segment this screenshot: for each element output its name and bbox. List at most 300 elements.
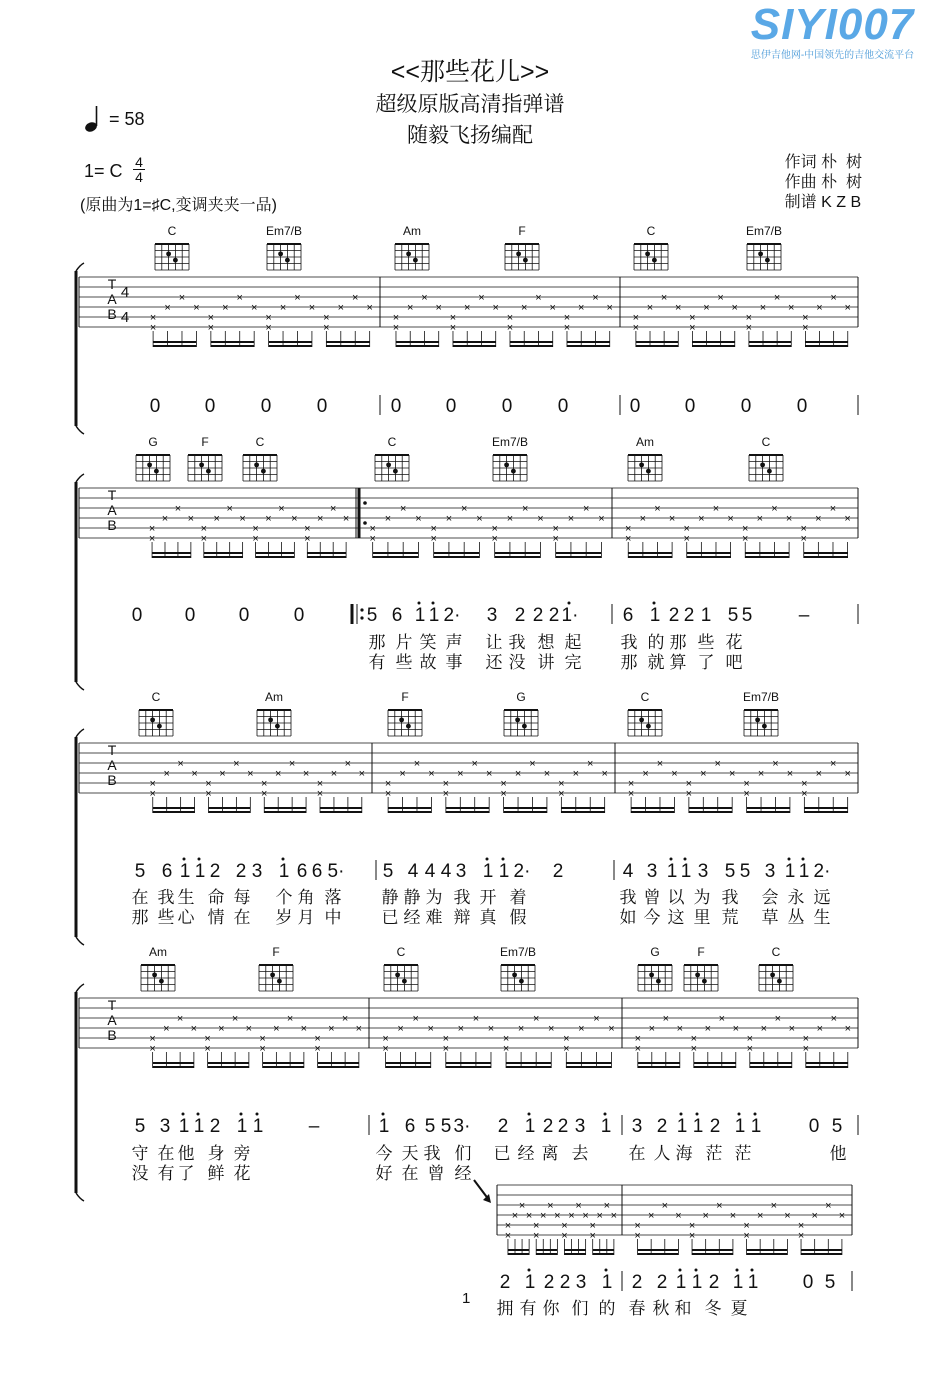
chord-name: Em7/B <box>745 224 783 238</box>
tab-note-mark: × <box>525 1210 533 1222</box>
numbered-note: 0 <box>557 396 569 417</box>
tab-note-mark: × <box>548 1023 555 1035</box>
chord-dot <box>268 717 273 722</box>
numbered-note: 1 <box>428 605 440 626</box>
chord-dot <box>656 979 661 984</box>
chord-diagram <box>504 690 538 736</box>
numbered-note: 1 <box>649 605 661 626</box>
tab-note-mark: × <box>646 302 654 314</box>
numbered-note: 2 <box>548 605 560 626</box>
chord-name: C <box>167 224 177 238</box>
tab-note-mark: × <box>727 513 734 525</box>
numbered-note: 0 <box>445 396 457 417</box>
tab-note-mark: × <box>344 758 352 770</box>
octave-dot <box>670 858 673 861</box>
numbered-note: 5 <box>727 605 739 626</box>
chord-dot <box>504 462 509 467</box>
tab-note-mark: × <box>830 292 837 304</box>
numbered-note: 2· <box>443 605 461 626</box>
tab-note-mark: × <box>219 768 226 780</box>
lyric-char: 情 <box>207 908 225 927</box>
octave-dot <box>679 1269 682 1272</box>
tab-note-mark: × <box>464 302 471 314</box>
numbered-note: 5 <box>134 861 146 882</box>
octave-dot <box>568 602 571 605</box>
tab-note-mark: × <box>757 768 765 780</box>
tab-note-mark: × <box>412 1013 419 1025</box>
numbered-note: 0 <box>238 605 250 626</box>
song-title: <<那些花儿>> <box>390 58 550 86</box>
chord-name: Em7/B <box>265 224 303 238</box>
tab-note-mark: × <box>675 1210 682 1222</box>
tab-bass-mark: × <box>532 1230 540 1242</box>
tab-bass-mark: × <box>442 788 450 800</box>
tab-note-mark: × <box>302 768 310 780</box>
tab-note-mark: × <box>601 768 608 780</box>
lyric-char: 冬 <box>704 1299 722 1318</box>
chord-diagram <box>759 945 793 991</box>
lyric-char: 好 <box>375 1164 393 1183</box>
chord-name: G <box>148 435 158 449</box>
chord-dot <box>695 972 700 977</box>
numbered-note: 2· <box>513 861 531 882</box>
numbered-note: 3 <box>251 861 263 882</box>
tab-bass-mark: × <box>745 322 753 334</box>
octave-dot <box>696 1113 699 1116</box>
tab-note-mark: × <box>625 523 632 535</box>
numbered-note: 1 <box>378 1116 390 1137</box>
numbered-note: 6 <box>391 605 403 626</box>
tab-note-mark: × <box>688 1220 696 1232</box>
tab-bass-mark: × <box>797 1230 805 1242</box>
lyric-char: 吧 <box>725 653 743 672</box>
lyric-char: 故 <box>419 653 437 672</box>
tab-bass-mark: × <box>430 533 437 545</box>
numbered-note: 1 <box>675 1272 687 1293</box>
numbered-note: 5 <box>134 1116 146 1137</box>
tab-note-mark: × <box>274 768 282 780</box>
tab-note-mark: × <box>770 1200 778 1212</box>
chord-dot <box>519 979 524 984</box>
lyric-char: 茫 <box>705 1144 723 1163</box>
numbered-note: 3 <box>697 861 709 882</box>
chord-name: C <box>771 945 781 959</box>
tab-note-mark: × <box>654 503 661 515</box>
score-subtitle: 超级原版高清指弹谱 <box>375 93 565 116</box>
lyric-char: 生 <box>177 888 195 907</box>
chord-name: Em7/B <box>491 435 529 449</box>
bracket-hook <box>76 984 84 992</box>
tab-bass-mark: × <box>742 533 749 545</box>
numbered-note: 6 <box>296 861 308 882</box>
tab-note-mark: × <box>397 1023 404 1035</box>
tab-note-mark: × <box>308 302 316 314</box>
tab-note-mark: × <box>642 768 649 780</box>
brand-tagline: 思伊吉他网-中国领先的吉他交流平台 <box>750 50 915 61</box>
lyric-char: 些 <box>395 653 413 672</box>
tab-bass-mark: × <box>384 788 392 800</box>
chord-name: C <box>640 690 650 704</box>
tab-bass-mark: × <box>563 322 571 334</box>
lyric-char: 月 <box>297 908 315 927</box>
tab-clef-letter: T <box>107 742 117 758</box>
lyric-char: 些 <box>697 633 715 652</box>
tab-bass-mark: × <box>149 788 156 800</box>
lyric-char: 在 <box>628 1144 646 1163</box>
tab-note-mark: × <box>427 1023 434 1035</box>
lyric-char: 个 <box>275 888 293 907</box>
numbered-note: 2 <box>499 1272 511 1293</box>
chord-dot <box>275 724 280 729</box>
tab-note-mark: × <box>632 312 640 324</box>
numbered-note: 0 <box>740 396 752 417</box>
tab-note-mark: × <box>830 758 837 770</box>
octave-dot <box>197 1113 200 1116</box>
repeat-dot <box>360 608 363 611</box>
chord-dot <box>278 251 283 256</box>
tab-note-mark: × <box>207 312 215 324</box>
lyric-char: 生 <box>813 908 831 927</box>
octave-dot <box>604 1113 607 1116</box>
tab-note-mark: × <box>226 503 233 515</box>
numbered-note: 2 <box>683 605 695 626</box>
octave-dot <box>432 602 435 605</box>
tab-bass-mark: × <box>746 1043 754 1055</box>
lyric-char: 我 <box>508 633 526 652</box>
lyric-char: 守 <box>131 1144 149 1163</box>
tab-note-mark: × <box>236 292 243 304</box>
numbered-note: 3 <box>631 1116 643 1137</box>
chord-dot <box>399 717 404 722</box>
chord-diagram <box>749 435 783 481</box>
octave-dot <box>502 858 505 861</box>
tab-note-mark: × <box>442 1033 450 1045</box>
lyric-char: 那 <box>669 633 687 652</box>
chord-name: Am <box>149 945 167 959</box>
tab-note-mark: × <box>191 768 198 780</box>
tab-note-mark: × <box>685 778 693 790</box>
numbered-note: 1 <box>194 861 206 882</box>
numbered-note: 5 <box>366 605 378 626</box>
tab-clef-letter: B <box>107 1027 117 1043</box>
chord-diagram <box>266 224 302 270</box>
lyric-char: 我 <box>157 888 175 907</box>
chord-dot <box>254 462 259 467</box>
lyric-char: 曾 <box>643 888 661 907</box>
numbered-note: 2 <box>209 1116 221 1137</box>
numbered-note: – <box>308 1116 320 1137</box>
numbered-note: 0 <box>684 396 696 417</box>
chord-dot <box>261 469 266 474</box>
tab-note-mark: × <box>743 778 750 790</box>
lyric-char: 这 <box>667 908 685 927</box>
tab-note-mark: × <box>476 513 483 525</box>
lyric-char: 和 <box>674 1299 692 1318</box>
tab-note-mark: × <box>578 1023 585 1035</box>
page-number: 1 <box>462 1290 471 1307</box>
lyric-char: 那 <box>368 633 386 652</box>
tab-note-mark: × <box>491 523 498 535</box>
chord-diagram <box>638 945 672 991</box>
lyric-char: 经 <box>403 908 421 927</box>
chord-dot <box>147 462 152 467</box>
chord-dot <box>511 469 516 474</box>
tab-note-mark: × <box>567 513 575 525</box>
lyric-char: 远 <box>813 888 831 907</box>
lyric-char: 算 <box>669 653 687 672</box>
tab-note-mark: × <box>485 768 493 780</box>
chord-diagram <box>492 435 528 481</box>
tab-note-mark: × <box>648 1023 656 1035</box>
tab-note-mark: × <box>316 778 324 790</box>
tab-note-mark: × <box>478 292 485 304</box>
octave-dot <box>256 1113 259 1116</box>
tab-note-mark: × <box>176 1013 184 1025</box>
numbered-note: 5 <box>824 1272 836 1293</box>
tab-bass-mark: × <box>449 322 457 334</box>
chord-name: C <box>646 224 656 238</box>
tab-note-mark: × <box>163 1023 170 1035</box>
numbered-note: 1 <box>414 605 426 626</box>
tab-note-mark: × <box>745 312 753 324</box>
lyric-char: 还 <box>485 653 503 672</box>
lyric-char: 笑 <box>419 633 437 652</box>
tab-clef-letter: T <box>107 487 117 503</box>
bracket-hook <box>76 1193 84 1201</box>
octave-dot <box>486 858 489 861</box>
tab-note-mark: × <box>205 778 212 790</box>
tab-note-mark: × <box>532 1220 540 1232</box>
numbered-note: 1· <box>561 605 579 626</box>
lyric-char: 已 <box>381 908 399 927</box>
tab-bass-mark: × <box>800 533 807 545</box>
lyric-char: 我 <box>721 888 739 907</box>
tab-note-mark: × <box>265 513 272 525</box>
lyric-char: 他 <box>829 1144 847 1163</box>
lyric-char: 去 <box>571 1144 589 1163</box>
tab-note-mark: × <box>811 1210 818 1222</box>
chord-dot <box>515 717 520 722</box>
tab-note-mark: × <box>148 523 156 535</box>
numbered-note: 5 <box>831 1116 843 1137</box>
tab-time-sig-top: 4 <box>120 284 130 301</box>
octave-dot <box>802 858 805 861</box>
tab-note-mark: × <box>288 758 296 770</box>
tab-note-mark: × <box>802 1033 810 1045</box>
tab-note-mark: × <box>587 758 594 770</box>
time-sig-bottom: 4 <box>133 169 145 184</box>
tab-note-mark: × <box>844 768 851 780</box>
tab-note-mark: × <box>634 1033 642 1045</box>
bracket-hook <box>76 263 84 271</box>
numbered-note: 1 <box>691 1272 703 1293</box>
chord-diagram <box>628 690 662 736</box>
numbered-note: 4 <box>622 861 634 882</box>
lyric-char: 些 <box>157 908 175 927</box>
tab-note-mark: × <box>279 302 287 314</box>
tab-note-mark: × <box>384 778 392 790</box>
octave-dot <box>282 858 285 861</box>
lyric-char: 身 <box>207 1144 225 1163</box>
bracket-hook <box>76 729 84 737</box>
chord-diagram <box>684 945 718 991</box>
chord-diagram <box>188 435 222 481</box>
chord-dot <box>516 251 521 256</box>
octave-dot <box>418 602 421 605</box>
tab-note-mark: × <box>563 1033 570 1045</box>
tab-note-mark: × <box>606 302 613 314</box>
tab-bass-mark: × <box>632 322 640 334</box>
chord-dot <box>652 258 657 263</box>
tab-note-mark: × <box>355 1023 363 1035</box>
tab-note-mark: × <box>174 503 182 515</box>
chord-dot <box>639 717 644 722</box>
lyric-char: 每 <box>233 888 251 907</box>
tab-note-mark: × <box>460 503 468 515</box>
lyric-char: 海 <box>675 1144 693 1163</box>
tab-note-mark: × <box>563 312 571 324</box>
chord-name: Em7/B <box>742 690 780 704</box>
tab-note-mark: × <box>797 1220 805 1232</box>
numbered-note: 1 <box>734 1116 746 1137</box>
tab-note-mark: × <box>627 778 635 790</box>
tab-note-mark: × <box>323 312 330 324</box>
tab-clef-letter: A <box>107 291 117 307</box>
tab-note-mark: × <box>247 768 254 780</box>
tab-note-mark: × <box>300 1023 308 1035</box>
tab-note-mark: × <box>250 302 258 314</box>
lyric-char: 开 <box>479 888 497 907</box>
numbered-note: 1 <box>193 1116 205 1137</box>
tab-note-mark: × <box>213 513 220 525</box>
chord-name: Am <box>403 224 421 238</box>
lyric-char: 荒 <box>721 908 739 927</box>
tab-note-mark: × <box>786 768 794 780</box>
chord-dot <box>199 462 204 467</box>
chord-name: F <box>697 945 705 959</box>
octave-dot <box>738 1113 741 1116</box>
tempo-label: = 58 <box>109 109 145 129</box>
numbered-note: 1 <box>784 861 796 882</box>
chord-name: C <box>387 435 397 449</box>
tab-note-mark: × <box>177 758 184 770</box>
tab-time-sig-bottom: 4 <box>120 309 130 326</box>
lyric-char: 难 <box>425 908 443 927</box>
lyric-char: 静 <box>381 888 399 907</box>
tab-bass-mark: × <box>392 322 400 334</box>
chord-dot <box>173 258 178 263</box>
numbered-note: 0 <box>802 1272 814 1293</box>
numbered-note: 5 <box>440 1116 452 1137</box>
tab-clef-letter: B <box>107 772 117 788</box>
tab-note-mark: × <box>514 768 522 780</box>
numbered-note: 1 <box>680 861 692 882</box>
tab-note-mark: × <box>572 768 580 780</box>
tab-bass-mark: × <box>265 322 272 334</box>
tab-note-mark: × <box>442 778 450 790</box>
bracket-hook <box>76 682 84 690</box>
capo-note: (原曲为1=♯C,变调夹夹一品) <box>80 197 277 214</box>
chord-diagram <box>257 690 291 736</box>
lyric-char: 那 <box>620 653 638 672</box>
chord-diagram <box>746 224 782 270</box>
chord-diagram <box>628 435 662 481</box>
lyric-char: 辩 <box>453 908 471 927</box>
chord-diagram <box>743 690 779 736</box>
tab-note-mark: × <box>582 503 590 515</box>
tab-note-mark: × <box>746 1033 754 1045</box>
lyric-char: 春 <box>628 1299 646 1318</box>
lyric-char: 经 <box>454 1164 472 1183</box>
chord-dot <box>777 979 782 984</box>
tab-bass-mark: × <box>743 1230 750 1242</box>
tab-note-mark: × <box>149 778 156 790</box>
tab-note-mark: × <box>492 302 499 314</box>
tab-bass-mark: × <box>502 1043 510 1055</box>
numbered-note: 2 <box>557 1116 569 1137</box>
chord-dot <box>159 979 164 984</box>
tab-note-mark: × <box>634 1220 641 1232</box>
tab-note-mark: × <box>222 302 229 314</box>
tab-bass-mark: × <box>314 1043 321 1055</box>
numbered-note: 0 <box>149 396 161 417</box>
lyric-char: 花 <box>233 1164 251 1183</box>
arranger: 随毅飞扬编配 <box>407 124 533 147</box>
chord-name: C <box>396 945 406 959</box>
numbered-note: 0 <box>184 605 196 626</box>
tab-clef-letter: A <box>107 757 117 773</box>
chord-dot <box>767 469 772 474</box>
tab-note-mark: × <box>788 1023 796 1035</box>
chord-dot <box>413 258 418 263</box>
tab-note-mark: × <box>772 758 779 770</box>
tab-note-mark: × <box>273 1023 280 1035</box>
chord-dot <box>150 717 155 722</box>
chord-dot <box>270 972 275 977</box>
tab-note-mark: × <box>278 503 285 515</box>
tab-bass-mark: × <box>801 788 808 800</box>
lyric-char: 了 <box>177 1164 195 1183</box>
tab-note-mark: × <box>773 292 781 304</box>
tab-bass-mark: × <box>627 788 635 800</box>
tab-note-mark: × <box>598 513 605 525</box>
tab-bass-mark: × <box>589 1230 596 1242</box>
repeat-dot <box>360 616 363 619</box>
chord-dot <box>393 469 398 474</box>
numbered-note: 3 <box>764 861 776 882</box>
tab-note-mark: × <box>187 513 195 525</box>
lyric-char: 的 <box>598 1299 616 1318</box>
numbered-note: 2 <box>709 1116 721 1137</box>
tab-note-mark: × <box>421 292 428 304</box>
lyric-char: 片 <box>395 633 413 652</box>
tab-bass-mark: × <box>149 1043 156 1055</box>
lyric-char: 有 <box>519 1299 537 1318</box>
octave-dot <box>684 858 687 861</box>
tab-note-mark: × <box>294 292 301 304</box>
tab-note-mark: × <box>532 1013 540 1025</box>
tab-note-mark: × <box>829 503 837 515</box>
chord-dot <box>166 251 171 256</box>
lyric-char: 们 <box>571 1299 589 1318</box>
tab-note-mark: × <box>756 1210 764 1222</box>
tab-note-mark: × <box>549 302 556 314</box>
tab-note-mark: × <box>743 1220 750 1232</box>
tab-note-mark: × <box>647 1210 655 1222</box>
tab-note-mark: × <box>392 312 400 324</box>
tab-bass-mark: × <box>252 533 259 545</box>
tab-note-mark: × <box>717 292 724 304</box>
